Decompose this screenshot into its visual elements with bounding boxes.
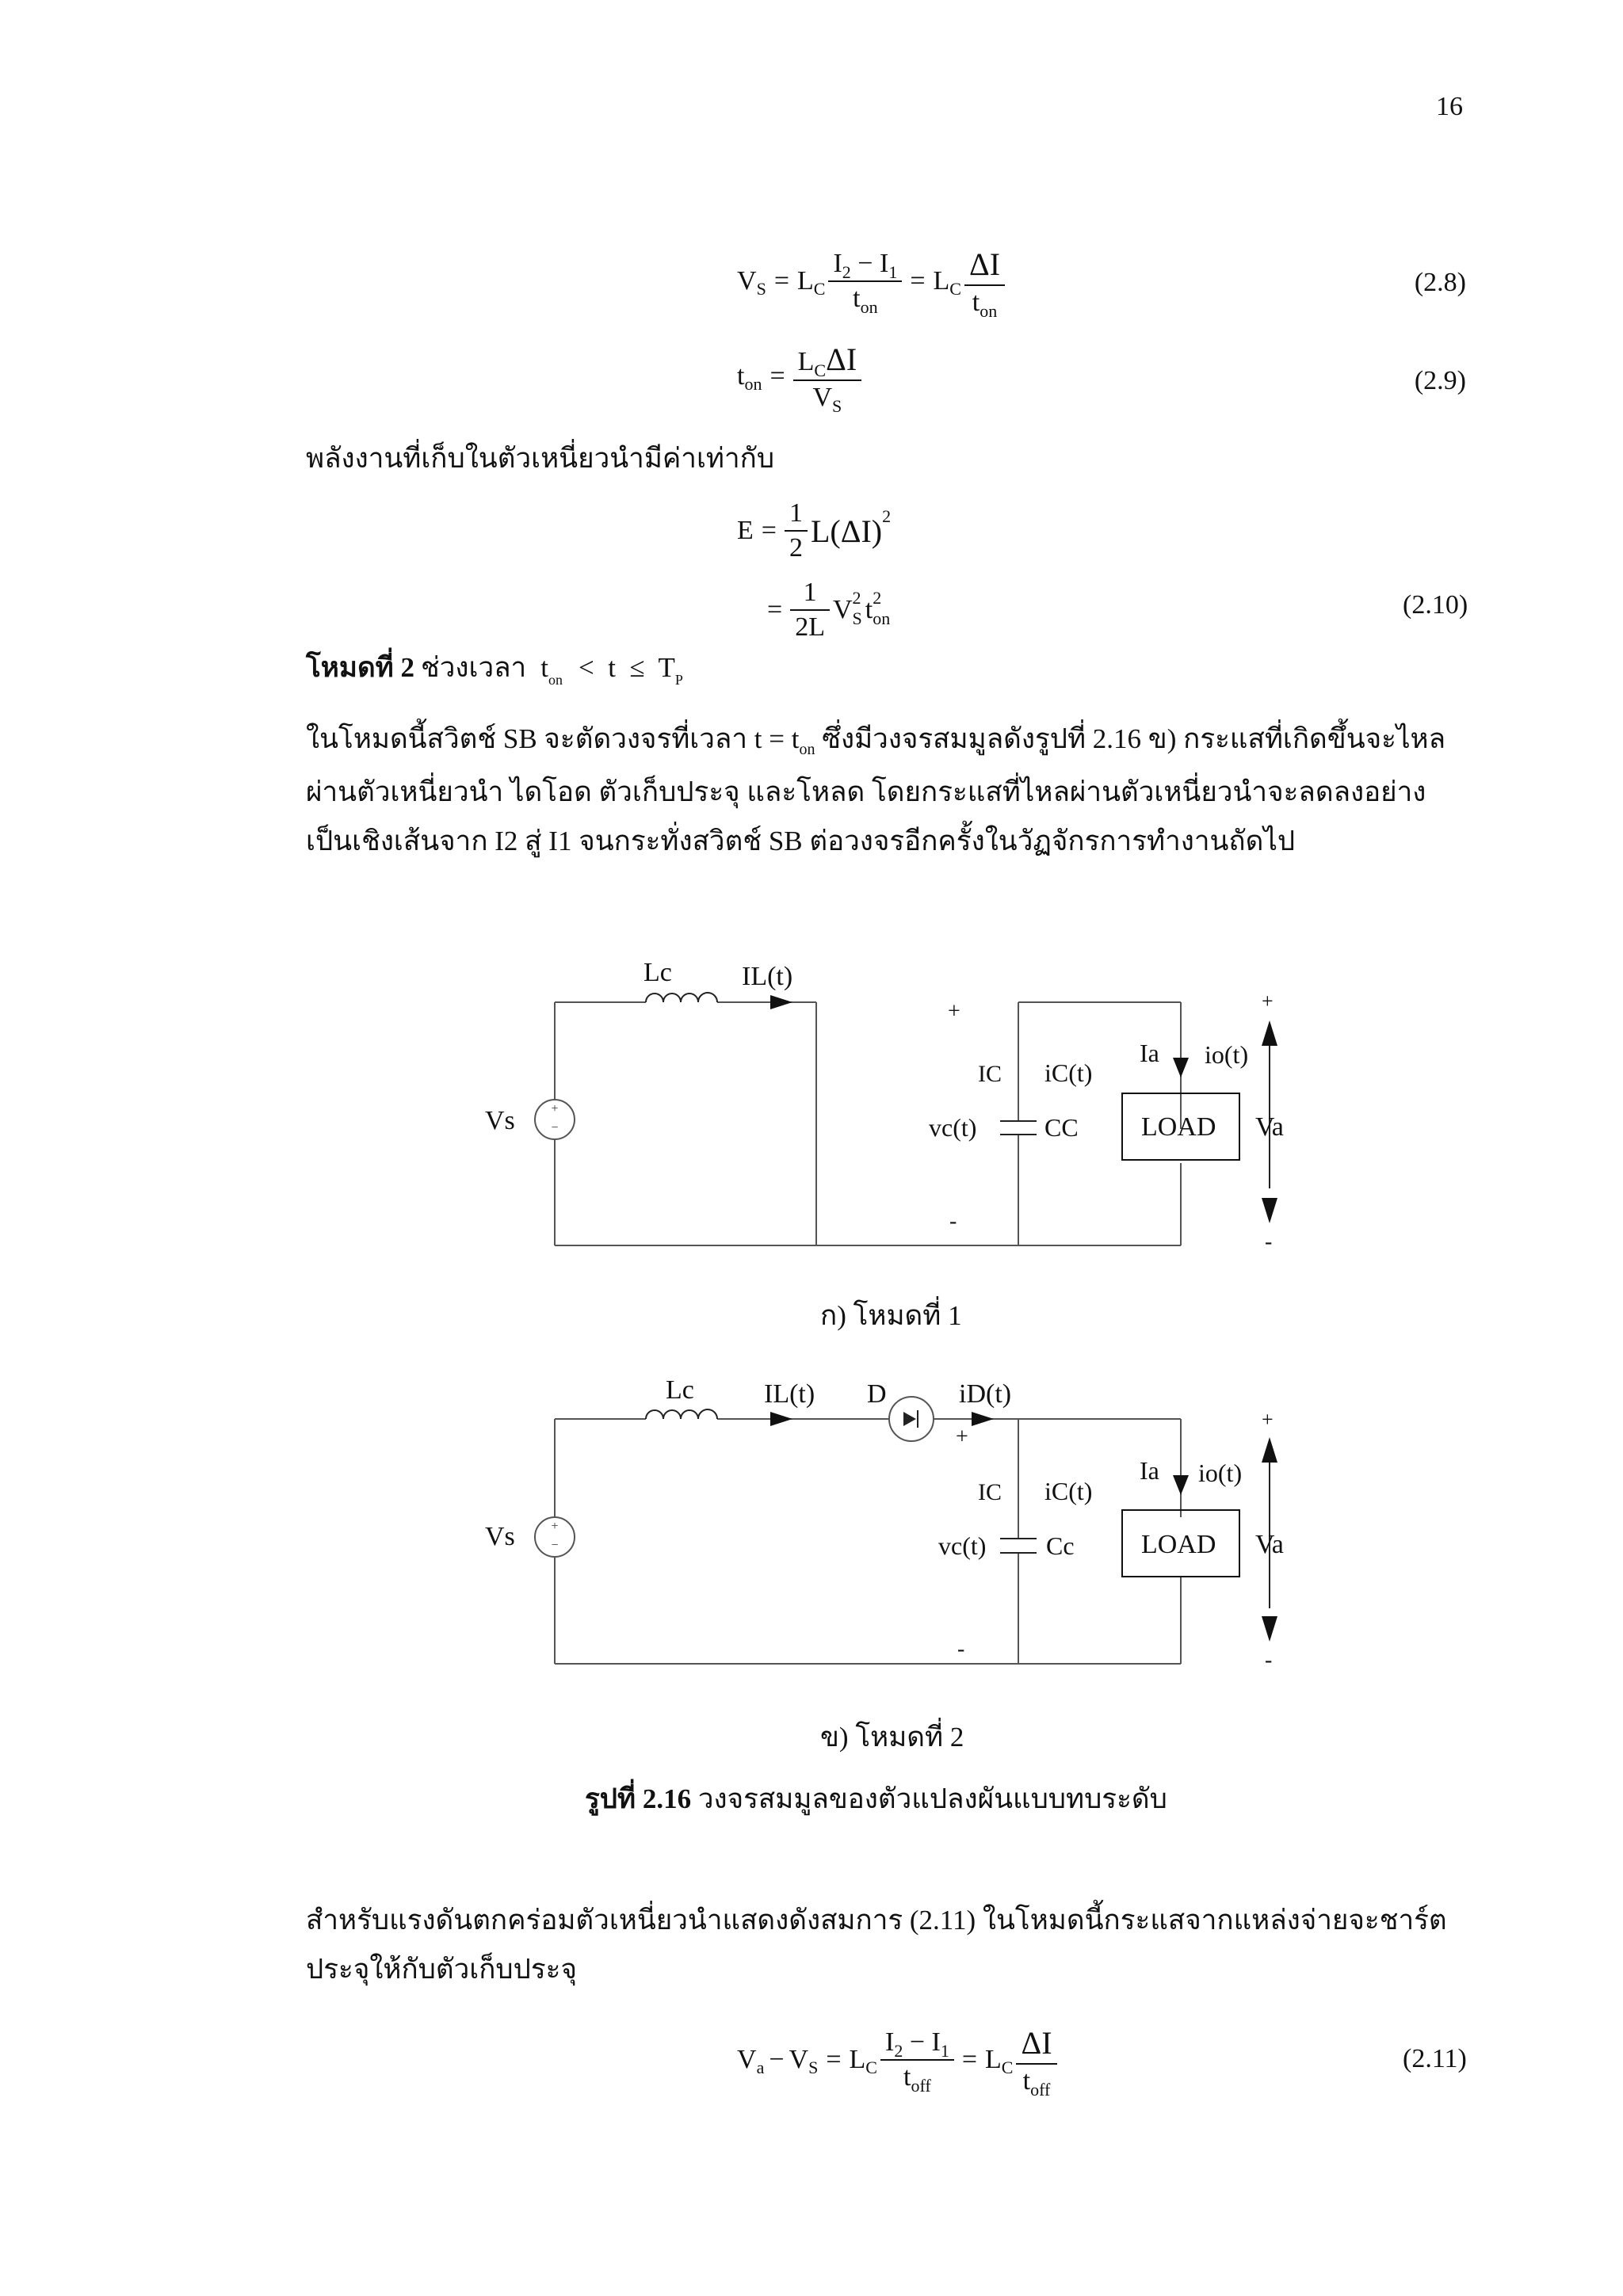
- fraction: $\frac{\Delta I}{t_{off}}$: [1016, 2024, 1056, 2096]
- caption-mode-2: ข) โหมดที่ 2: [820, 1722, 964, 1753]
- svg-text:−: −: [551, 1121, 559, 1135]
- current-arrow-id: [972, 1412, 994, 1426]
- paragraph-line: ประจุให้กับตัวเก็บประจุ: [306, 1954, 577, 1985]
- paragraph-line: สำหรับแรงดันตกคร่อมตัวเหนี่ยวนำแสดงดังสมการ (2.11) ในโหมดนี้กระแสจากแหล่งจ่ายจะชาร์ต: [306, 1905, 1447, 1936]
- label-lc: Lc: [643, 958, 672, 987]
- label-lc: Lc: [666, 1375, 694, 1405]
- equation-2-10-line2: = $\frac{1}{2L}$ V 2 S t 2 on: [767, 578, 891, 642]
- fraction: $\frac{\Delta I}{t_{on}}$: [964, 246, 1005, 318]
- label-minus: -: [949, 1209, 957, 1234]
- current-arrow-il: [770, 995, 792, 1009]
- svg-text:+: +: [551, 1102, 559, 1116]
- paragraph-line: ในโหมดนี้สวิตช์ SB จะตัดวงจรที่เวลา $t = t_{on}$ ซึ่งมีวงจรสมมูลดังรูปที่ 2.16 ข) กระแสที่เกิดขึ้นจะไหล: [306, 723, 1446, 758]
- mode-2-heading: โหมดที่ 2 ช่วงเวลา t on < t ≤ T P: [306, 652, 683, 688]
- fraction: $\frac{I_2 - I_1}{t_{on}}$: [828, 249, 902, 314]
- fraction: $\frac{I_2 - I_1}{t_{off}}$: [880, 2027, 954, 2092]
- equation-2-11: V a − V S = L C $\frac{I_2 - I_1}{t_{off}}$ = L C $\frac{\Delta I}{t_{off}}$: [737, 2016, 1228, 2103]
- label-il: IL(t): [742, 962, 793, 991]
- label-vs: Vs: [485, 1522, 515, 1551]
- label-io: io(t): [1198, 1459, 1243, 1487]
- label-d: D: [867, 1379, 887, 1409]
- equation-number: (2.9): [1414, 366, 1466, 395]
- label-plus: +: [948, 999, 960, 1024]
- current-arrow-ia: [1173, 1058, 1189, 1077]
- equation-number: (2.8): [1414, 268, 1466, 297]
- label-vs: Vs: [485, 1106, 515, 1135]
- energy-sentence: พลังงานที่เก็บในตัวเหนี่ยวนำมีค่าเท่ากับ: [306, 443, 775, 474]
- equation-2-9: t on = $\frac{L_C\Delta I}{V_S}$: [737, 333, 975, 420]
- label-ia: Ia: [1140, 1039, 1159, 1067]
- svg-text:−: −: [551, 1539, 559, 1552]
- va-arrow-down: [1262, 1198, 1277, 1223]
- label-vc: vc(t): [929, 1113, 977, 1142]
- fraction: $\frac{1}{2L}$: [790, 578, 830, 643]
- label-il: IL(t): [764, 1379, 815, 1409]
- label-va-minus: -: [1265, 1230, 1273, 1254]
- label-va: Va: [1255, 1112, 1284, 1142]
- paragraph-line: เป็นเชิงเส้นจาก I2 สู่ I1 จนกระทั่งสวิตช์ SB ต่อวงจรอีกครั้งในวัฏจักรการทำงานถัดไป: [306, 826, 1296, 856]
- label-plus: +: [956, 1425, 968, 1449]
- inductor: [646, 1409, 717, 1419]
- label-id: iD(t): [959, 1379, 1012, 1409]
- label-cc: Cc: [1046, 1531, 1075, 1560]
- label-io: io(t): [1205, 1040, 1249, 1069]
- equation-number: (2.11): [1403, 2044, 1467, 2073]
- va-arrow-down: [1262, 1616, 1277, 1642]
- label-ic-t: iC(t): [1044, 1477, 1093, 1505]
- va-arrow-up: [1262, 1020, 1277, 1046]
- fraction: $\frac{L_C\Delta I}{V_S}$: [793, 341, 862, 413]
- fraction: $\frac{1}{2}$: [785, 498, 808, 563]
- equation-2-8: V S = L C $\frac{I_2 - I_1}{t_{on}}$ = L C $\frac{\Delta I}{t_{on}}$: [737, 238, 1149, 325]
- label-ic: IC: [978, 1479, 1002, 1505]
- current-arrow-ia: [1173, 1475, 1189, 1495]
- equation-2-10-line1: E = $\frac{1}{2}$ L(ΔI) 2: [737, 498, 892, 563]
- label-va-minus: -: [1265, 1648, 1273, 1672]
- caption-mode-1: ก) โหมดที่ 1: [820, 1300, 962, 1331]
- label-va: Va: [1255, 1530, 1284, 1559]
- label-ic-t: iC(t): [1044, 1058, 1093, 1087]
- label-load: LOAD: [1141, 1112, 1216, 1142]
- label-va-plus: +: [1262, 990, 1274, 1013]
- label-cc: CC: [1044, 1113, 1079, 1142]
- label-va-plus: +: [1262, 1408, 1274, 1431]
- inductor: [646, 993, 717, 1002]
- svg-text:+: +: [551, 1520, 559, 1533]
- page-number: 16: [1436, 92, 1463, 121]
- label-minus: -: [957, 1637, 965, 1661]
- figure-caption: รูปที่ 2.16 วงจรสมมูลของตัวแปลงผันแบบทบระดับ: [585, 1783, 1167, 1814]
- label-vc: vc(t): [938, 1531, 987, 1560]
- label-load: LOAD: [1141, 1530, 1216, 1559]
- label-ic: IC: [978, 1061, 1002, 1087]
- paragraph-line: ผ่านตัวเหนี่ยวนำ ไดโอด ตัวเก็บประจุ และโหลด โดยกระแสที่ไหลผ่านตัวเหนี่ยวนำจะลดลงอย่าง: [306, 776, 1426, 807]
- va-arrow-up: [1262, 1437, 1277, 1463]
- equation-number: (2.10): [1403, 590, 1468, 620]
- current-arrow-il: [770, 1412, 792, 1426]
- label-ia: Ia: [1140, 1456, 1159, 1485]
- paragraph-voltage: [306, 1896, 1466, 1994]
